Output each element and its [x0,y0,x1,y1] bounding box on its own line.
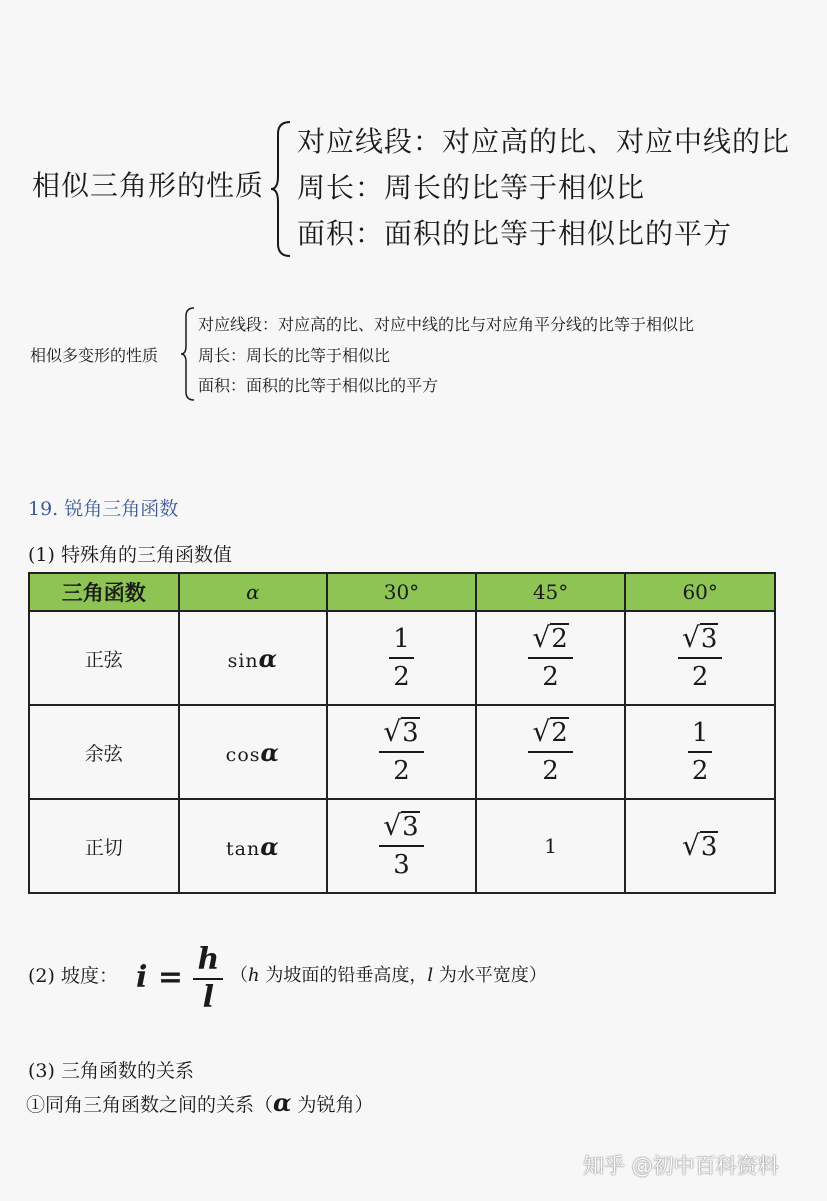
triangle-property-perimeter: 周长：周长的比等于相似比 [297,171,646,204]
triangle-property-area: 面积：面积的比等于相似比的平方 [297,217,733,250]
value-cell: √ 2 2 [476,705,626,799]
table-row [29,611,775,705]
value-cell: 1 [476,799,626,893]
table-header-row [29,573,775,611]
triangle-property-segments: 对应线段：对应高的比、对应中线的比 [297,125,791,158]
row-function: sinα [179,611,328,705]
row-function: cosα [179,705,328,799]
header-60: 60° [625,573,775,611]
similar-triangle-title: 相似三角形的性质 [32,169,265,202]
slope-note: （h 为坡面的铅垂高度，l 为水平宽度） [230,965,547,986]
value-cell: √ 2 2 [476,611,626,705]
row-function: tanα [179,799,328,893]
value-cell: $\frac{1}{2}$ [327,611,476,705]
brace-icon [180,306,196,402]
value-cell: √ 3 [625,799,775,893]
value-cell: √ 3 2 [625,611,775,705]
slope-formula: i = $\frac{h}{l}$ [136,944,223,1014]
polygon-property-segments: 对应线段：对应高的比、对应中线的比与对应角平分线的比等于相似比 [198,315,695,334]
header-30: 30° [327,573,476,611]
row-name: 余弦 [29,705,179,799]
header-function: 三角函数 [29,573,179,611]
trig-values-table [28,572,776,894]
slope-label: (2) 坡度： [28,965,118,987]
subheading-same-angle: ①同角三角函数之间的关系（α 为锐角） [26,1088,374,1117]
polygon-property-area: 面积：面积的比等于相似比的平方 [198,376,439,395]
value-cell: √ 3 2 [327,705,476,799]
subheading-special-angles: (1) 特殊角的三角函数值 [28,544,232,566]
row-name: 正切 [29,799,179,893]
row-name: 正弦 [29,611,179,705]
section-title: 19. 锐角三角函数 [28,498,179,520]
watermark: 知乎 @初中百科资料 [583,1154,779,1178]
brace-icon [270,120,292,258]
table-row [29,799,775,893]
header-45: 45° [476,573,626,611]
value-cell: $\frac{1}{2}$ [625,705,775,799]
header-alpha: α [179,573,328,611]
table-row [29,705,775,799]
similar-polygon-title: 相似多变形的性质 [30,346,159,365]
value-cell: √ 3 3 [327,799,476,893]
polygon-property-perimeter: 周长：周长的比等于相似比 [198,346,391,365]
subheading-relations: (3) 三角函数的关系 [28,1060,194,1082]
